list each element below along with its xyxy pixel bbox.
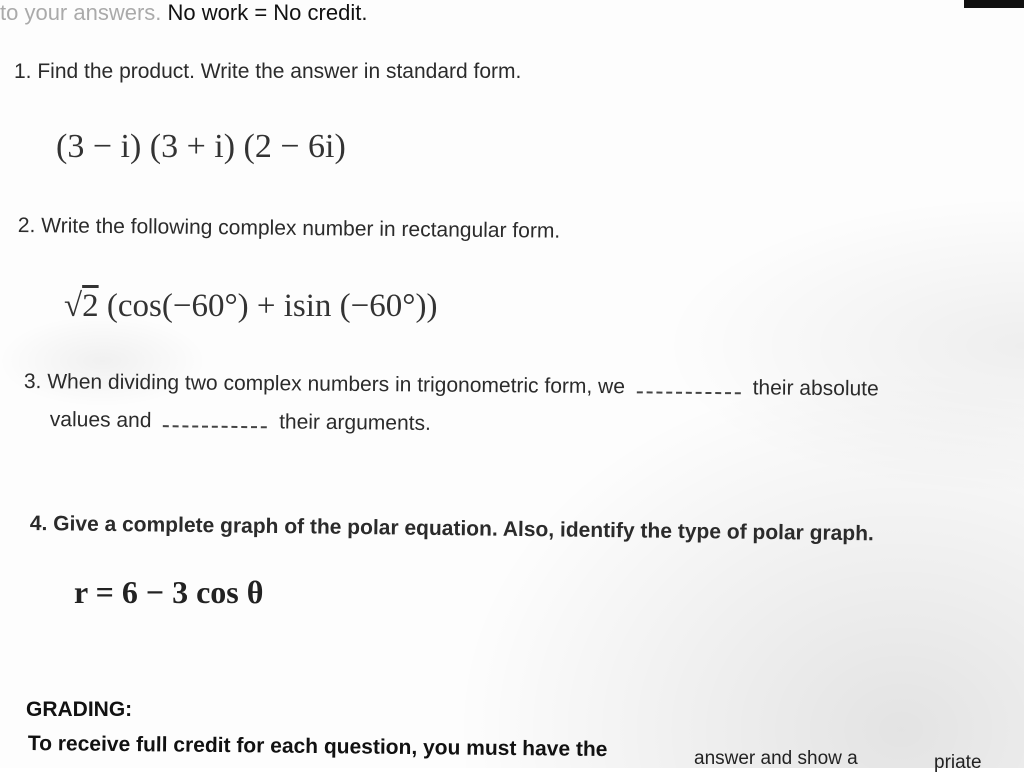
question-4-equation: r = 6 − 3 cos θ bbox=[74, 574, 264, 610]
grading-text-cut-2: priate bbox=[934, 752, 982, 773]
sqrt-symbol: √ bbox=[64, 288, 83, 324]
answer-blank-2[interactable] bbox=[163, 424, 267, 428]
question-text-a: When dividing two complex numbers in trigonometric form, we bbox=[47, 370, 626, 399]
question-number: 1. bbox=[14, 60, 32, 83]
trig-expression: (cos(−60°) + isin (−60°)) bbox=[106, 288, 438, 324]
grading-text: To receive full credit for each question, you must have the bbox=[27, 732, 608, 762]
question-text-d: their arguments. bbox=[279, 410, 431, 435]
question-text: Find the product. Write the answer in standard form. bbox=[37, 60, 522, 83]
question-1-expression: (3 − i) (3 + i) (2 − 6i) bbox=[56, 128, 346, 165]
question-number: 4. bbox=[29, 512, 48, 536]
scan-edge-mark bbox=[964, 0, 1024, 8]
grading-text-cut-1: answer and show a bbox=[694, 748, 858, 769]
question-4 bbox=[30, 512, 874, 546]
header-lead: to your answers. bbox=[0, 0, 162, 25]
question-text: Give a complete graph of the polar equation. Also, identify the type of polar graph. bbox=[53, 512, 874, 546]
sqrt-radicand: 2 bbox=[82, 288, 99, 324]
question-3 bbox=[24, 370, 879, 401]
question-number: 3. bbox=[23, 370, 42, 394]
header-instruction bbox=[0, 0, 367, 26]
question-2-expression bbox=[64, 288, 437, 325]
question-number: 2. bbox=[17, 214, 36, 238]
grading-heading: GRADING: bbox=[26, 698, 133, 721]
question-2 bbox=[18, 214, 561, 244]
question-3-line-2 bbox=[50, 408, 431, 436]
question-text-c: values and bbox=[49, 408, 152, 433]
question-1 bbox=[14, 60, 521, 84]
no-work-no-credit: No work = No credit. bbox=[167, 0, 368, 25]
question-text-b: their absolute bbox=[752, 376, 879, 401]
answer-blank-1[interactable] bbox=[637, 390, 741, 394]
question-text: Write the following complex number in rectangular form. bbox=[41, 214, 561, 243]
